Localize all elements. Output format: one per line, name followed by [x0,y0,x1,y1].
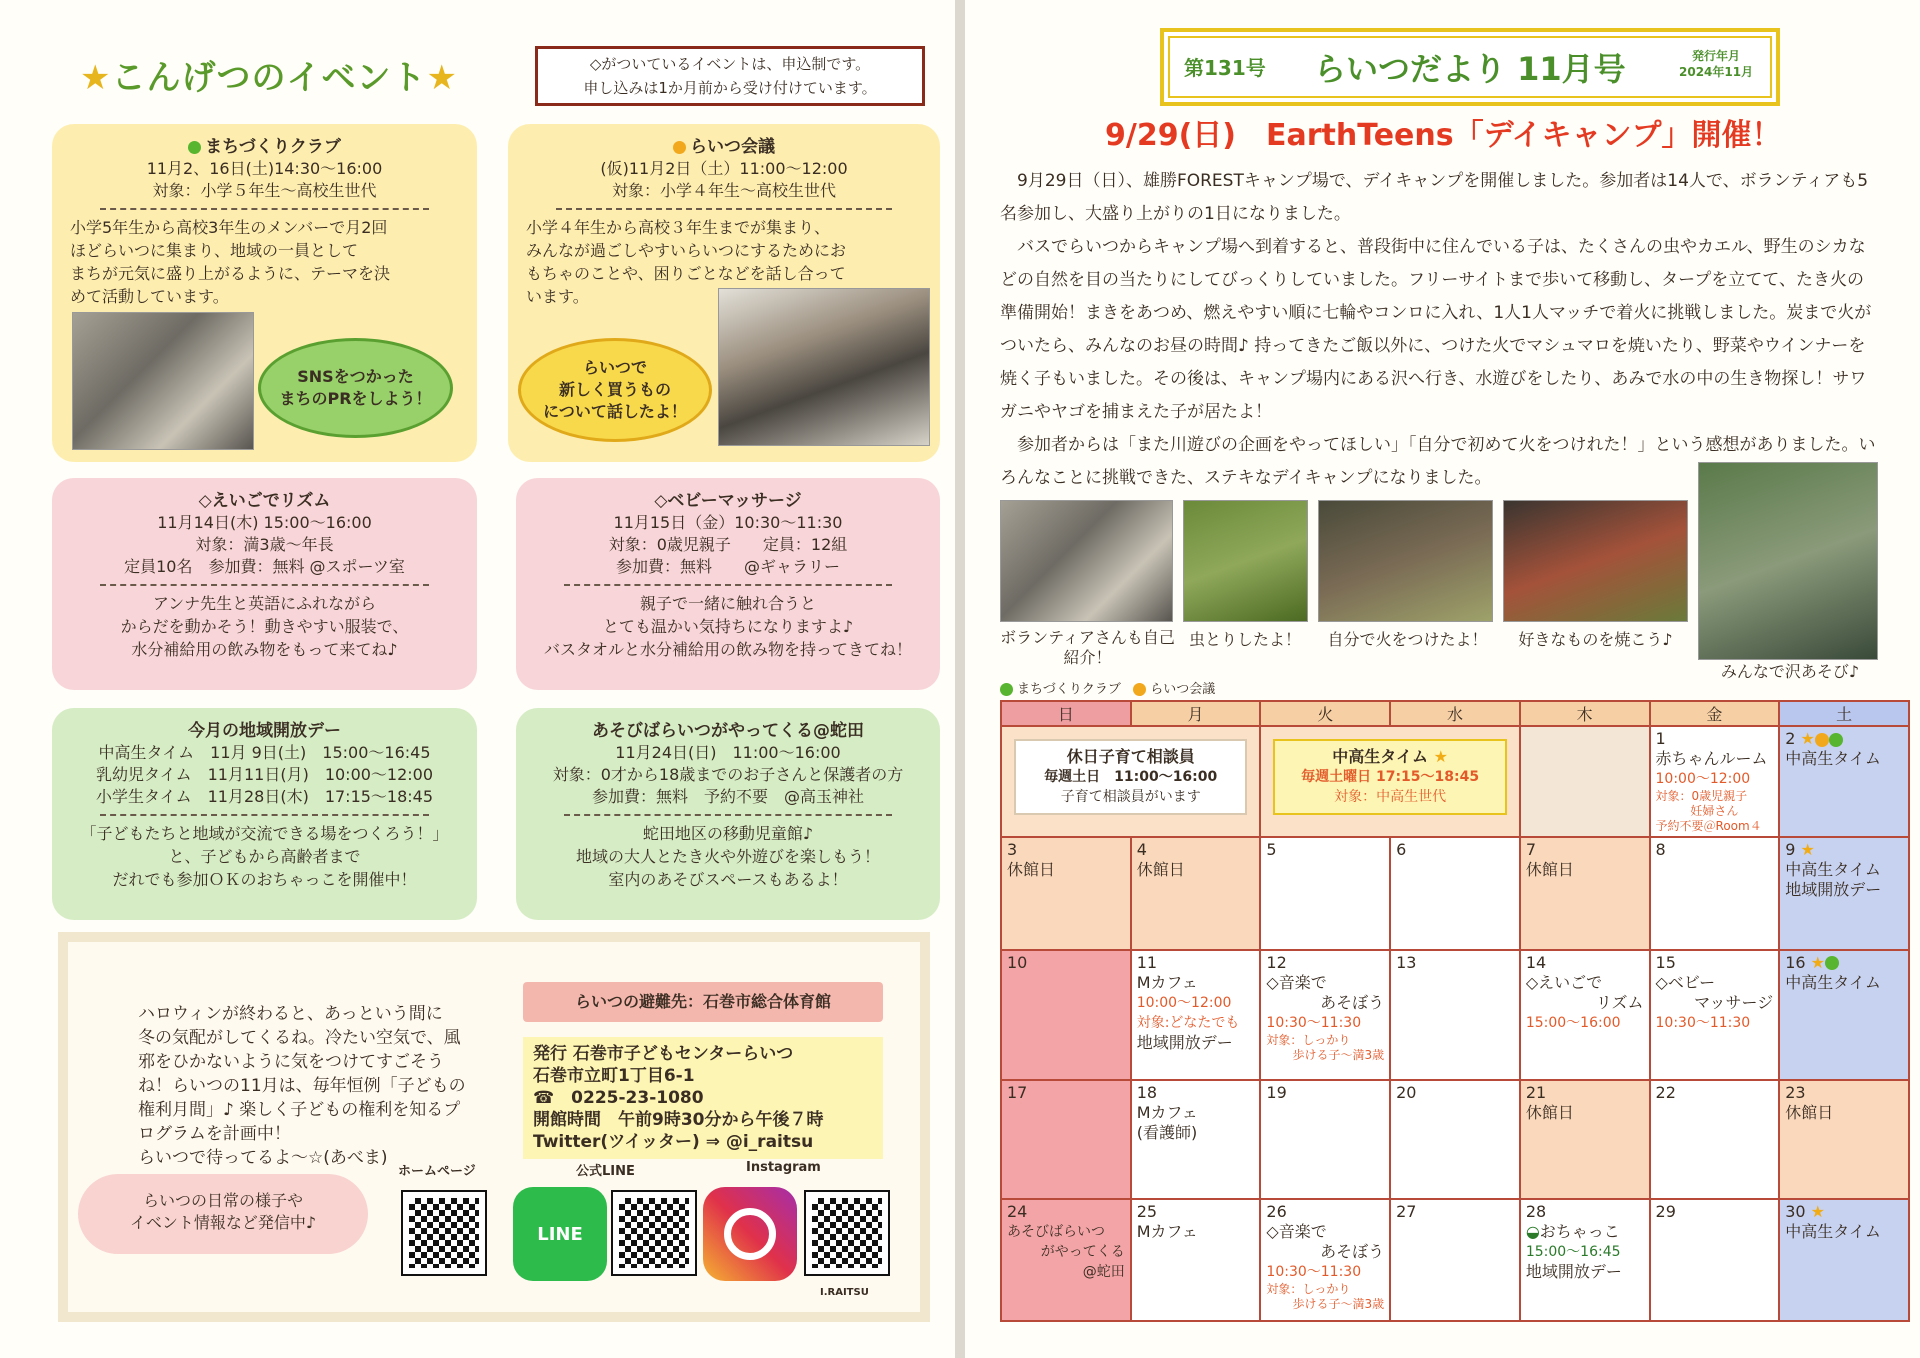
calendar-day-18: 18 Mカフェ (看護師) [1131,1080,1261,1198]
calendar-day-6: 6 [1390,837,1520,949]
photo-fire [1318,500,1493,622]
caption-bugs: 虫とりしたよ！ [1188,630,1301,649]
weekday-header: 金 [1650,701,1780,726]
star-icon: ★ [1433,747,1448,767]
calendar-day-5: 5 [1260,837,1390,949]
event-card-raitsu-kaigi: らいつ会議 (仮)11月2日（土）11:00〜12:00 対象：小学４年生〜高校生世代 小学４年生から高校３年生までが集まり、 みんなが過ごしやすいらいつにするためにお もちゃのことや、困りごとなどを話し合って います。 [508,124,940,462]
publish-date: 発行年月 2024年11月 [1679,49,1754,79]
calendar-day-23: 23 休館日 [1779,1080,1909,1198]
orange-dot-icon [1815,733,1829,747]
info-sunday-consult: 休日子育て相談員 毎週土日 11:00〜16:00 子育て相談員がいます [1001,726,1260,837]
calendar-day-15: 15 ◇ベビー マッサージ 10:30〜11:30 [1650,950,1780,1080]
calendar-day-14: 14 ◇えいごで リズム 15:00〜16:00 [1520,950,1650,1080]
right-page [965,0,1920,1358]
calendar-day-3: 3 休館日 [1001,837,1131,949]
newsletter-title-box [1160,28,1780,106]
calendar-day-7: 7 休館日 [1520,837,1650,949]
calendar-legend: まちづくりクラブ らいつ会議 [1000,678,1215,697]
teacup-icon: ◒ [1525,1221,1540,1241]
weekday-header: 火 [1260,701,1390,726]
green-dot-icon [1000,683,1013,696]
application-notice: ◇がついているイベントは、申込制です。 申し込みは1か月前から受け付けています。 [535,46,925,106]
orange-dot-icon [673,141,686,154]
calendar-day-19: 19 [1260,1080,1390,1198]
weekday-header: 木 [1520,701,1650,726]
footer-box [58,932,930,1322]
weekday-header: 土 [1779,701,1909,726]
star-icon: ★ [1800,729,1815,749]
photo-grill [1503,500,1688,622]
star-icon: ★ [1800,840,1815,860]
event-card-machizukuri: まちづくりクラブ 11月2、16日(土)14:30〜16:00 対象：小学５年生〜高校生世代 小学5年生から高校3年生のメンバーで月2回 ほどらいつに集まり、地域の一員として まちが元気に盛り上がるように、テーマを決 めて活動しています。 [52,124,477,462]
line-label: 公式LINE [576,1164,635,1179]
weekday-header: 月 [1131,701,1261,726]
calendar-day-2: 2 ★ 中高生タイム [1779,726,1909,837]
caption-stream: みんなで沢あそび♪ [1720,662,1860,681]
article-headline: 9/29(日) EarthTeens「デイキャンプ」開催！ [1105,118,1782,153]
star-icon: ★ [1810,952,1826,972]
evacuation-site: らいつの避難先：石巻市総合体育館 [523,982,883,1022]
calendar-day-17: 17 [1001,1080,1131,1198]
events-heading: ★こんげつのイベント★ [80,58,458,98]
publisher-info: 発行 石巻市子どもセンターらいつ 石巻市立町1丁目6-1 ☎ 0225-23-1080 開館時間 午前9時30分から午後７時 Twitter(ツイッター) ⇒ @i_raitsu [523,1037,883,1159]
homepage-qr[interactable] [403,1192,485,1274]
calendar-day-27: 27 [1390,1199,1520,1321]
calendar-day-22: 22 [1650,1080,1780,1198]
green-dot-icon [188,141,201,154]
monthly-calendar [1000,700,1910,1322]
instagram-qr[interactable] [806,1192,888,1274]
caption-grill: 好きなものを焼こう♪ [1518,630,1673,649]
calendar-day-13: 13 [1390,950,1520,1080]
weekday-header: 日 [1001,701,1131,726]
sns-cloud: らいつの日常の様子や イベント情報など発信中♪ [78,1174,368,1254]
weekday-header: 水 [1390,701,1520,726]
calendar-day-9: 9 ★ 中高生タイム 地域開放デー [1779,837,1909,949]
info-teens-time: 中高生タイム ★ 毎週土曜日 17:15〜18:45 対象：中高生世代 [1260,726,1519,837]
green-dot-icon [1829,733,1843,747]
calendar-day-20: 20 [1390,1080,1520,1198]
line-qr[interactable] [613,1192,695,1274]
line-logo-icon[interactable]: LINE [513,1187,607,1281]
left-page [0,0,955,1358]
calendar-day-29: 29 [1650,1199,1780,1321]
calendar-day-24: 24 あそびばらいつ がやってくる @蛇田 [1001,1199,1131,1321]
calendar-day-1: 1 赤ちゃんルーム 10:00〜12:00 対象：0歳児親子 妊婦さん 予約不要＠Room４ [1650,726,1780,837]
bubble-sns: SNSをつかった まちのPRをしよう！ [258,338,453,438]
event-card-asobiba: あそびばらいつがやってくる@蛇田 11月24日(日) 11:00〜16:00 対象：0才から18歳までのお子さんと保護者の方 参加費：無料 予約不要 @高玉神社 蛇田地区の移動児童館♪ 地域の大人とたき火や外遊びを楽しもう！ 室内のあそびスペースもあるよ！ [516,708,940,920]
calendar-day-30: 30 ★ 中高生タイム [1779,1199,1909,1321]
newsletter-title: らいつだより 11月号 [1314,50,1626,88]
calendar-day-25: 25 Mカフェ [1131,1199,1261,1321]
calendar-day-12: 12 ◇音楽で あそぼう 10:30〜11:30 対象：しっかり 歩ける子〜満3歳 [1260,950,1390,1080]
photo-raitsu-kaigi [718,288,930,446]
footer-message: ハロウィンが終わると、あっという間に 冬の気配がしてくるね。冷たい空気で、風 邪をひかないように気をつけてすごそう ね！らいつの11月は、毎年恒例「子どもの 権利月間」♪ 楽しく子どもの権利を知るプ ログラムを計画中！ らいつで待ってるよ〜☆(あべま) [138,1004,466,1168]
star-icon: ★ [1810,1201,1826,1221]
calendar-day-28: 28 ◒おちゃっこ 15:00〜16:45 地域開放デー [1520,1199,1650,1321]
calendar-empty-cell [1520,726,1650,837]
caption-fire: 自分で火をつけたよ！ [1327,630,1488,649]
calendar-day-26: 26 ◇音楽で あそぼう 10:30〜11:30 対象：しっかり 歩ける子〜満3歳 [1260,1199,1390,1321]
calendar-day-10: 10 [1001,950,1131,1080]
article-body: 9月29日（日）、雄勝FORESTキャンプ場で、デイキャンプを開催しました。参加者は14人で、ボランティアも5名参加し、大盛り上がりの1日になりました。 バスでらいつからキャンプ場へ到着すると、普段街中に住んでいる子は、たくさんの虫やカエル、野生のシカなどの自然を目の当たりにしてびっくりしていました。フリーサイトまで歩いて移動し、タープを立てて、たき火の準備開始！まきをあつめ、燃えやすい順に七輪やコンロに入れ、1人1人マッチで着火に挑戦しました。炭まで火がついたら、みんなのお昼の時間♪ 持ってきたご飯以外に、つけた火でマシュマロを焼いたり、野菜やウインナーを焼く子もいました。その後は、キャンプ場内にある沢へ行き、水遊びをしたり、あみで水の中の生き物探し！サワガニやヤゴを捕まえた子が居たよ！ 参加者からは「また川遊びの企画をやってほしい」「自分で初めて火をつけれた！」という感想がありました。いろんなことに挑戦できた、ステキなデイキャンプになりました。 [1000,171,1876,488]
calendar-day-16: 16 ★ 中高生タイム [1779,950,1909,1080]
photo-stream [1698,462,1878,660]
instagram-id: I.RAITSU [820,1287,869,1298]
calendar-day-11: 11 Mカフェ 10:00〜12:00 対象:どなたでも 地域開放デー [1131,950,1261,1080]
calendar-day-4: 4 休館日 [1131,837,1261,949]
instagram-label: Instagram [746,1160,821,1175]
photo-machizukuri [72,312,254,450]
caption-volunteer: ボランティアさんも自己紹介！ [1000,628,1175,667]
green-dot-icon [1825,956,1839,970]
calendar-day-8: 8 [1650,837,1780,949]
calendar-day-21: 21 休館日 [1520,1080,1650,1198]
photo-volunteer [1000,500,1173,622]
homepage-label: ホームページ [398,1164,476,1179]
issue-number: 第131号 [1184,56,1266,80]
instagram-logo-icon[interactable] [703,1187,797,1281]
event-card-eigo: ◇えいごでリズム 11月14日(木) 15:00〜16:00 対象：満3歳〜年長 定員10名 参加費：無料 @スポーツ室 アンナ先生と英語にふれながら からだを動かそう！動きやすい服装で、 水分補給用の飲み物をもって来てね♪ [52,478,477,690]
photo-bugs [1183,500,1308,622]
event-card-chiiki: 今月の地域開放デー 中高生タイム 11月 9日(土) 15:00〜16:45 乳幼児タイム 11月11日(月) 10:00〜12:00 小学生タイム 11月28日(木) 17:15〜18:45 「子どもたちと地域が交流できる場をつくろう！」 と、子どもから高齢者まで だれでも参加ＯＫのおちゃっこを開催中！ [52,708,477,920]
orange-dot-icon [1133,683,1146,696]
event-card-baby-massage: ◇ベビーマッサージ 11月15日（金）10:30〜11:30 対象：0歳児親子 定員：12組 参加費：無料 @ギャラリー 親子で一緒に触れ合うと とても温かい気持ちになりますよ♪ バスタオルと水分補給用の飲み物を持ってきてね！ [516,478,940,690]
bubble-kaigi: らいつで 新しく買うもの について話したよ！ [518,338,712,442]
